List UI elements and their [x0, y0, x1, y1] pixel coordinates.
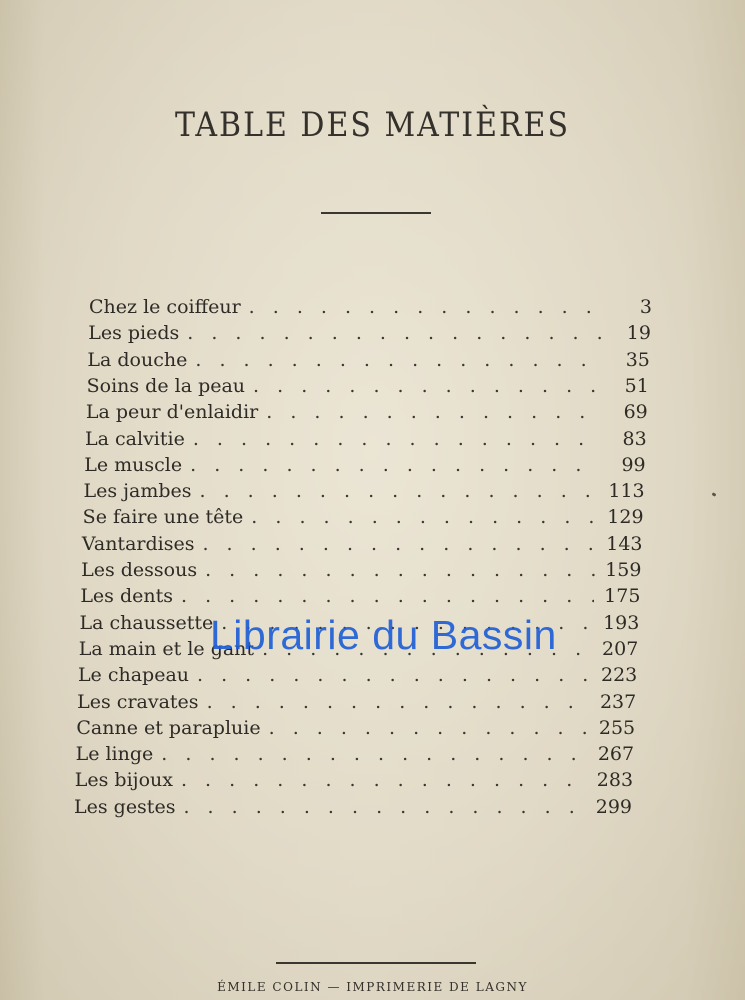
toc-entry-title: La calvitie: [85, 427, 185, 450]
toc-dot-leader: [197, 662, 591, 688]
toc-entry-title: Le chapeau: [77, 664, 190, 687]
toc-entry: [78, 662, 637, 688]
toc-dot-leader: [193, 426, 601, 452]
toc-entry: [89, 294, 652, 320]
toc-entry-title: Canne et parapluie: [76, 716, 261, 739]
toc-entry: [77, 689, 636, 715]
toc-entry: [83, 478, 644, 504]
toc-entry-title: Les dents: [80, 585, 173, 608]
toc-entry-page: 51: [624, 374, 649, 397]
toc-entry-title: Les pieds: [88, 322, 180, 345]
toc-dot-leader: [207, 689, 591, 715]
toc-dot-leader: [205, 557, 595, 583]
toc-dot-leader: [266, 399, 602, 425]
toc-entry-title: La peur d'enlaidir: [85, 401, 259, 424]
toc-entry-title: Les jambes: [83, 480, 192, 503]
toc-dot-leader: [183, 794, 586, 820]
printer-imprint: ÉMILE COLIN — IMPRIMERIE DE LAGNY: [217, 980, 528, 994]
toc-entry-page: 143: [606, 532, 643, 555]
toc-entry-page: 113: [608, 480, 645, 503]
toc-entry-page: 3: [639, 296, 652, 318]
toc-entry-title: Soins de la peau: [86, 374, 246, 397]
toc-entry-page: 299: [595, 795, 632, 818]
toc-entry-title: Se faire une tête: [82, 506, 244, 529]
toc-entry-title: Le muscle: [84, 453, 183, 476]
toc-entry-page: 175: [604, 585, 641, 608]
toc-entry: [88, 320, 651, 346]
toc-entry-title: Les gestes: [74, 795, 176, 818]
toc-dot-leader: [202, 531, 596, 557]
toc-entry: [81, 557, 641, 583]
toc-entry-page: 193: [603, 611, 640, 634]
toc-dot-leader: [161, 741, 588, 767]
toc-entry-page: 159: [605, 559, 642, 581]
toc-dot-leader: [200, 478, 599, 504]
toc-entry-page: 83: [622, 427, 647, 450]
toc-entry-page: 35: [625, 348, 650, 371]
toc-entry-title: Vantardises: [81, 532, 195, 555]
toc-entry-page: 129: [607, 506, 644, 529]
toc-entry: [86, 399, 648, 425]
toc-entry-title: Le linge: [75, 743, 154, 766]
toc-entry-page: 255: [598, 716, 636, 739]
toc-entry-title: La chaussette: [79, 611, 214, 634]
toc-entry: [87, 373, 649, 399]
footer-divider: [276, 962, 476, 964]
page-title: TABLE DES MATIÈRES: [174, 105, 571, 146]
toc-dot-leader: [253, 373, 603, 399]
toc-entry-page: 207: [602, 637, 639, 660]
toc-entry-page: 99: [621, 453, 646, 476]
toc-dot-leader: [181, 767, 587, 793]
toc-entry: [83, 504, 644, 530]
toc-dot-leader: [249, 294, 606, 320]
toc-dot-leader: [187, 320, 605, 346]
watermark-text: Librairie du Bassin: [210, 612, 557, 658]
toc-entry: [76, 715, 635, 741]
toc-entry: [84, 452, 645, 478]
toc-entry: [75, 767, 633, 793]
toc-dot-leader: [181, 583, 594, 609]
toc-dot-leader: [190, 452, 600, 478]
toc-dot-leader: [269, 715, 590, 741]
toc-entry-title: Les bijoux: [74, 769, 173, 792]
toc-dot-leader: [195, 347, 604, 373]
toc-entry: [80, 583, 640, 609]
toc-entry-title: Les dessous: [81, 559, 198, 581]
toc-entry: [85, 426, 647, 452]
toc-entry-page: 69: [623, 401, 648, 424]
toc-entry-page: 223: [600, 664, 638, 687]
toc-entry-title: La main et le gant: [78, 637, 255, 660]
toc-entry: [87, 347, 649, 373]
toc-entry-page: 19: [626, 322, 651, 345]
toc-entry-title: La douche: [87, 348, 188, 371]
toc-entry: [82, 531, 643, 557]
toc-entry: [76, 741, 635, 767]
toc-entry-page: 267: [597, 743, 635, 766]
toc-entry-page: 237: [599, 690, 637, 713]
toc-entry-title: Chez le coiffeur: [89, 296, 241, 318]
toc-entry-title: Les cravates: [77, 690, 199, 713]
toc-dot-leader: [251, 504, 597, 530]
toc-entry: [74, 794, 632, 820]
toc-entry-page: 283: [596, 769, 634, 792]
